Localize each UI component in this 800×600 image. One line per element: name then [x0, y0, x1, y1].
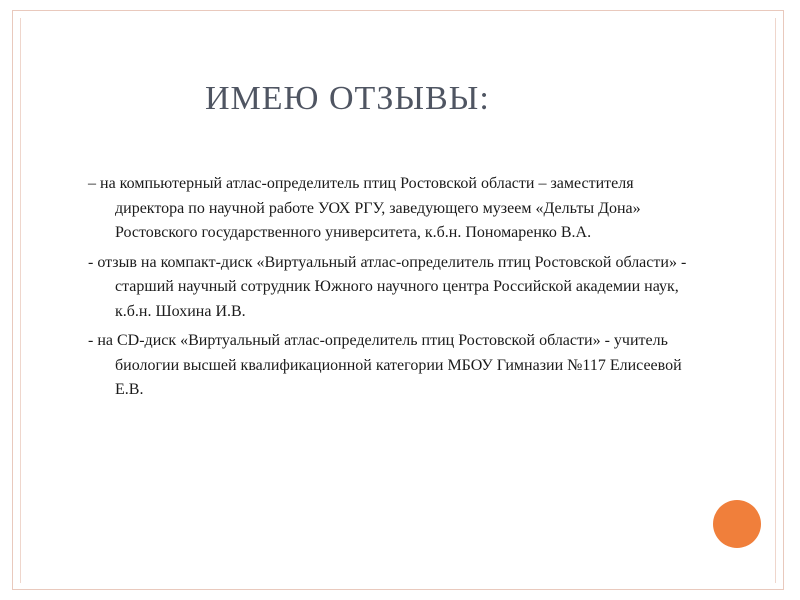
slide-title: ИМЕЮ ОТЗЫВЫ:	[205, 80, 490, 117]
orange-circle-decoration	[713, 500, 761, 548]
review-item-3: - на CD-диск «Виртуальный атлас-определитель птиц Ростовской области» - учитель биологии высшей квалификационной категории МБОУ Гимназии №117 Елисеевой Е.В.	[88, 332, 682, 398]
review-item-2: - отзыв на компакт-диск «Виртуальный атлас-определитель птиц Ростовской области» - старший научный сотрудник Южного научного центра Российской академии наук, к.б.н. Шохина И.В.	[88, 253, 687, 320]
slide-body	[88, 172, 703, 408]
review-item-1: – на компьютерный атлас-определитель птиц Ростовской области – заместителя директора по научной работе УОХ РГУ, заведующего музеем «Дельты Дона» Ростовского государственного университета, к.б.н. Пономаренко В.А.	[88, 175, 641, 241]
frame-left-line	[20, 18, 21, 583]
frame-right-line	[775, 18, 776, 583]
